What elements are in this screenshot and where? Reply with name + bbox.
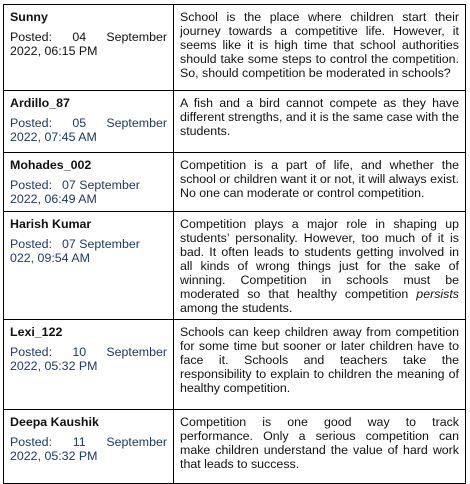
post-date-line2: 2022, 05:32 PM [10,359,98,373]
post-date-line2: 2022, 05:32 PM [10,449,98,463]
username: Sunny [10,10,48,24]
username: Lexi_122 [10,325,63,339]
username: Deepa Kaushik [10,415,99,429]
post-date-line2: 2022, 06:49 AM [10,192,97,206]
post-comment: Competition is one good way to track performance. Only a serious competition can make children understand the value of hard work that leads to success. [174,410,466,484]
forum-post [4,320,466,410]
post-author-cell [4,410,174,484]
post-comment: School is the place where children start their journey towards a competitive life. However, it seems like it is high time that school authorities should take some steps to control the competition. So, should competition be moderated in schools? [174,5,466,91]
post-author-cell [4,212,174,320]
forum-post [4,5,466,91]
post-date: Posted: 10 September [10,345,167,359]
post-comment: A fish and a bird cannot compete as they have different strengths, and it is the same case with the students. [174,91,466,153]
post-date: Posted: 07 September [10,178,140,192]
post-date-line2: 2022, 07:45 AM [10,130,97,144]
post-date: Posted: 07 September [10,237,140,251]
post-date-line2: 022, 09:54 AM [10,251,90,265]
post-date: Posted: 11 September [10,435,167,449]
post-comment: Competition plays a major role in shaping up students’ personality. However, too much of it is bad. It often leads to students getting involved in all kinds of wrong things just for the sake of winning. Competition in schools must be moderated so that healthy competition persists among the students. [174,212,466,320]
username: Harish Kumar [10,217,92,231]
post-date-line2: 2022, 06:15 PM [10,44,98,58]
post-author-cell [4,5,174,91]
forum-post [4,212,466,320]
post-author-cell [4,320,174,410]
forum-thread-table [3,4,466,484]
post-date: Posted: 05 September [10,116,167,130]
forum-post [4,91,466,153]
post-author-cell [4,91,174,153]
username: Mohades_002 [10,158,92,172]
post-comment: Competition is a part of life, and whether the school or children want it or not, it will always exist. No one can moderate or control competition. [174,153,466,212]
username: Ardillo_87 [10,96,70,110]
forum-post [4,153,466,212]
post-author-cell [4,153,174,212]
forum-post [4,410,466,484]
post-date: Posted: 04 September [10,30,167,44]
post-comment: Schools can keep children away from competition for some time but sooner or later children have to face it. Schools and teachers take the responsibility to explain to children the meaning of healthy competition. [174,320,466,410]
